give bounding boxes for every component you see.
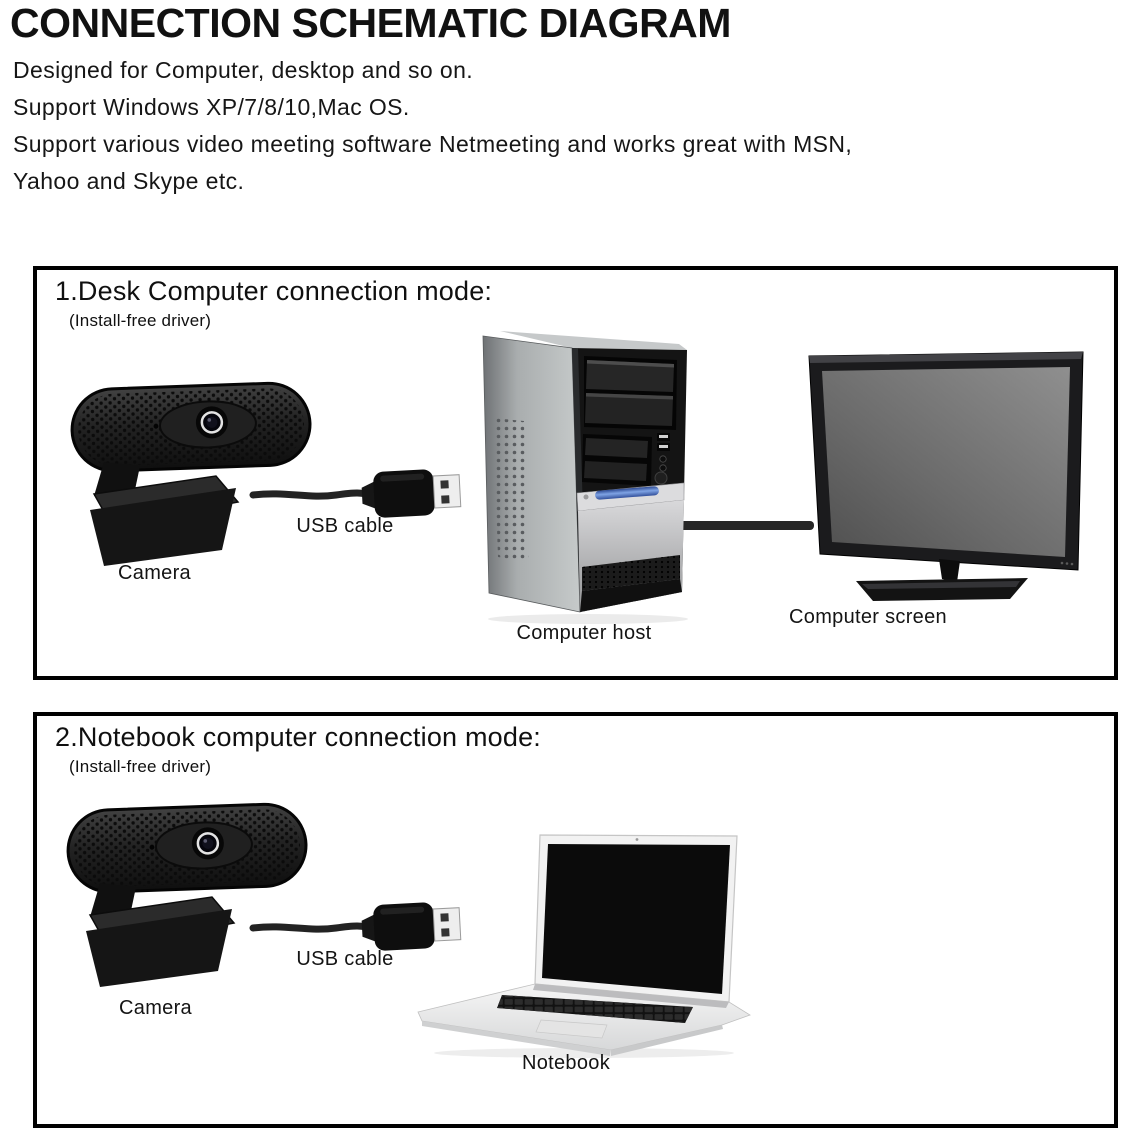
intro-line: Support various video meeting software Netmeeting and works great with MSN, xyxy=(13,131,853,157)
notebook-label: Notebook xyxy=(521,1052,610,1074)
camera-label: Camera xyxy=(118,562,191,584)
section-subheading: (Install-free driver) xyxy=(69,757,212,776)
section-heading: 1.Desk Computer connection mode: xyxy=(55,276,493,306)
usb-cable-icon xyxy=(250,897,462,955)
section-subheading: (Install-free driver) xyxy=(69,311,212,330)
page-title: CONNECTION SCHEMATIC DIAGRAM xyxy=(10,0,731,46)
monitor-icon xyxy=(799,346,1089,601)
computer-screen-label: Computer screen xyxy=(789,606,947,628)
intro-line: Support Windows XP/7/8/10,Mac OS. xyxy=(13,94,410,120)
laptop-webcam-dot xyxy=(636,838,639,841)
computer-tower-icon xyxy=(480,330,692,624)
notebook-section xyxy=(33,712,1118,1128)
section-heading: 2.Notebook computer connection mode: xyxy=(55,722,541,752)
intro-line: Yahoo and Skype etc. xyxy=(13,168,245,194)
laptop-icon xyxy=(414,826,759,1058)
camera-label: Camera xyxy=(119,997,192,1019)
usb-cable-label: USB cable xyxy=(296,515,394,537)
desk-computer-section xyxy=(33,266,1118,680)
usb-cable-label: USB cable xyxy=(296,948,394,970)
tower-to-monitor-cable xyxy=(672,521,814,530)
usb-cable-icon xyxy=(250,464,462,522)
intro-line: Designed for Computer, desktop and so on. xyxy=(13,57,474,83)
intro-paragraph xyxy=(13,52,852,200)
computer-host-label: Computer host xyxy=(516,622,652,644)
